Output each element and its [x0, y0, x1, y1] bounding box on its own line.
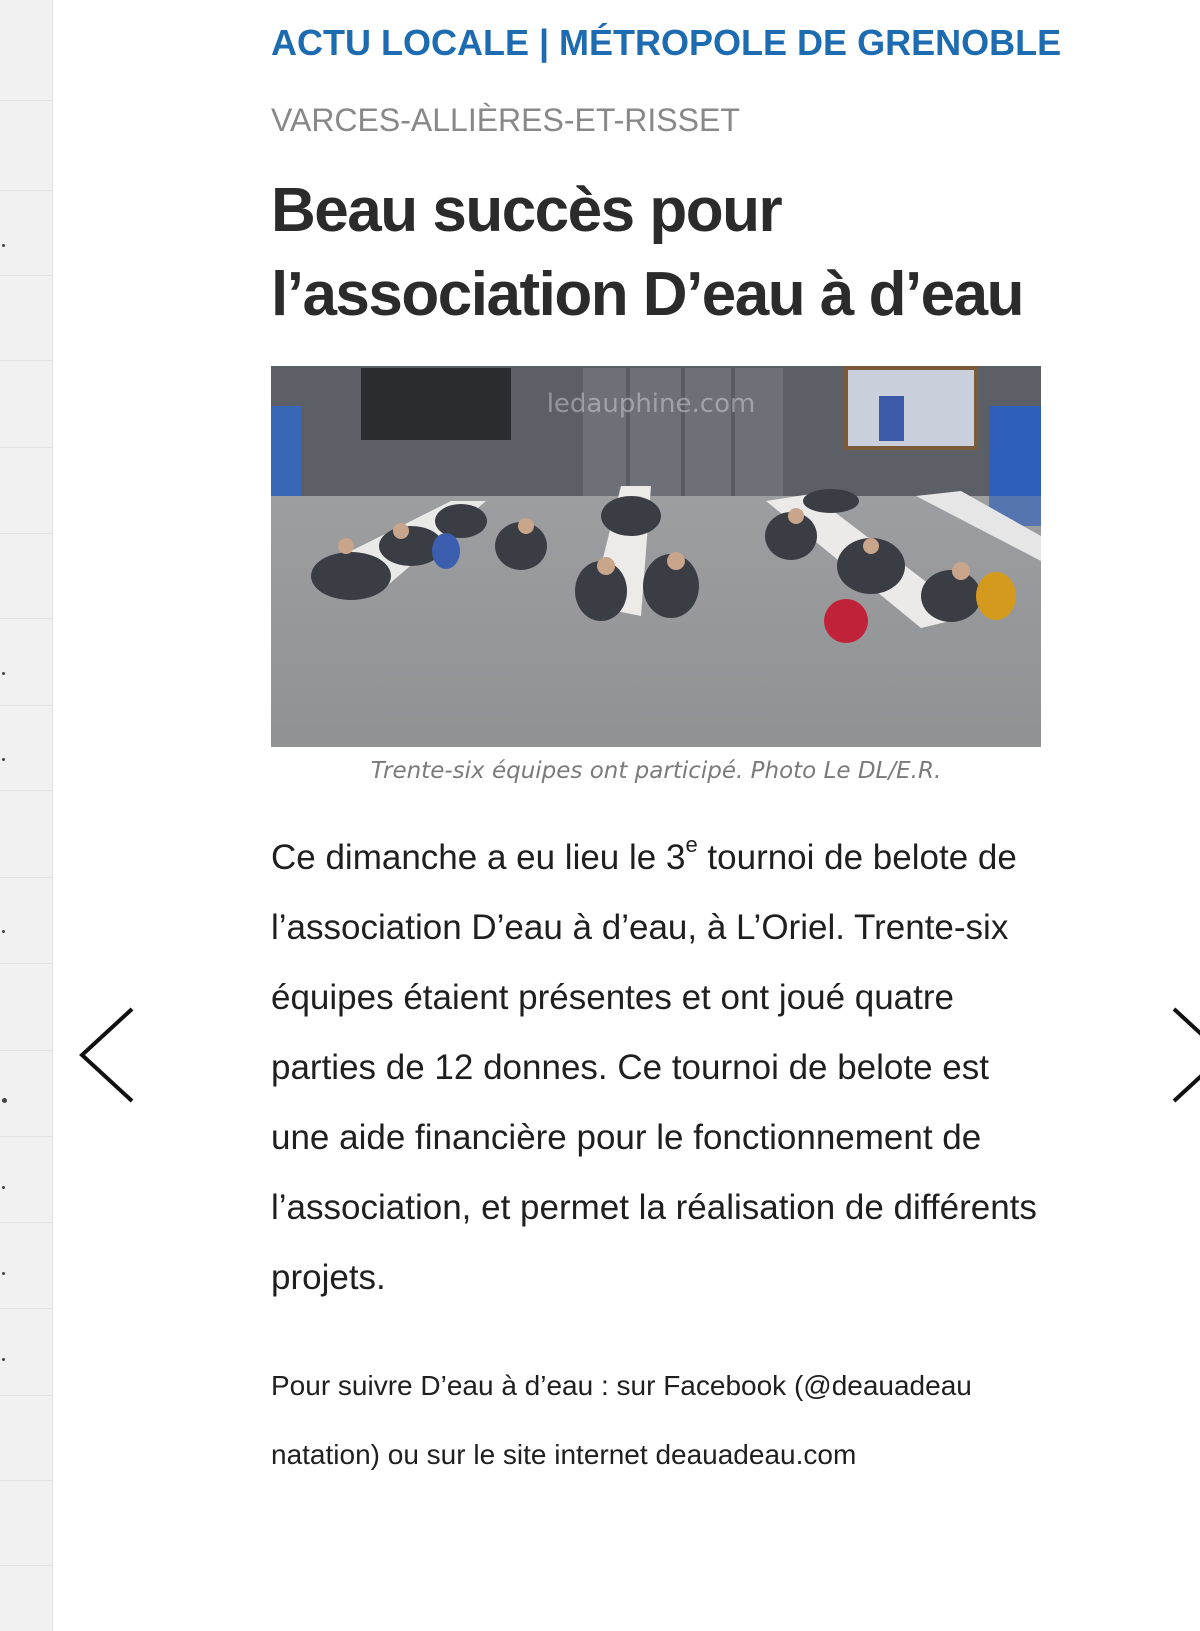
strip-divider: [0, 1565, 52, 1566]
strip-marker: [2, 1358, 5, 1361]
headline-line: Beau succès pour: [271, 176, 782, 245]
strip-divider: [0, 963, 52, 964]
strip-divider: [0, 447, 52, 448]
strip-divider: [0, 1050, 52, 1051]
strip-divider: [0, 275, 52, 276]
strip-divider: [0, 100, 52, 101]
photo-watermark: ledauphine.com: [546, 389, 756, 419]
strip-marker: [2, 1186, 5, 1189]
strip-divider: [0, 360, 52, 361]
photo-caption: Trente-six équipes ont participé. Photo Le DL/E.R.: [370, 758, 942, 784]
strip-marker: [2, 244, 5, 247]
strip-divider: [0, 1308, 52, 1309]
body-text-part: Ce dimanche a eu lieu le 3: [271, 838, 686, 877]
strip-marker: [2, 1098, 7, 1103]
strip-marker: [2, 672, 5, 675]
article-photo[interactable]: [271, 366, 1041, 747]
strip-divider: [0, 618, 52, 619]
left-sidebar-strip: [0, 0, 53, 1631]
strip-divider: [0, 877, 52, 878]
strip-marker: [2, 1272, 5, 1275]
body-text-part: tournoi de belote de l’association D’eau à d’eau, à L’Oriel. Trente-six équipes étaient présentes et ont joué quatre parties de 12 donnes. Ce tournoi de belote est une aide financière pour le fonctionnement de l’association, et permet la réalisation de différents projets.: [271, 838, 1037, 1297]
strip-marker: [2, 758, 5, 761]
strip-divider: [0, 1480, 52, 1481]
strip-marker: [2, 930, 5, 933]
location-label: VARCES-ALLIÈRES-ET-RISSET: [271, 102, 740, 138]
headline-line: l’association D’eau à d’eau: [271, 260, 1023, 329]
strip-divider: [0, 1395, 52, 1396]
chevron-left-icon[interactable]: [76, 1005, 136, 1105]
article: [271, 0, 1062, 1470]
strip-divider: [0, 705, 52, 706]
strip-divider: [0, 533, 52, 534]
follow-up-note: Pour suivre D’eau à d’eau : sur Facebook (@deauadeau natation) ou sur le site internet deauadeau.com: [271, 1370, 972, 1470]
strip-divider: [0, 1222, 52, 1223]
strip-divider: [0, 190, 52, 191]
section-label[interactable]: ACTU LOCALE | MÉTROPOLE DE GRENOBLE: [271, 22, 1062, 63]
article-body: [271, 823, 1041, 1313]
ordinal-superscript: e: [685, 832, 698, 858]
article-headline: [271, 169, 1041, 337]
strip-divider: [0, 790, 52, 791]
photo-illustration: [271, 366, 1041, 747]
chevron-right-icon[interactable]: [1170, 1005, 1200, 1105]
strip-divider: [0, 1136, 52, 1137]
